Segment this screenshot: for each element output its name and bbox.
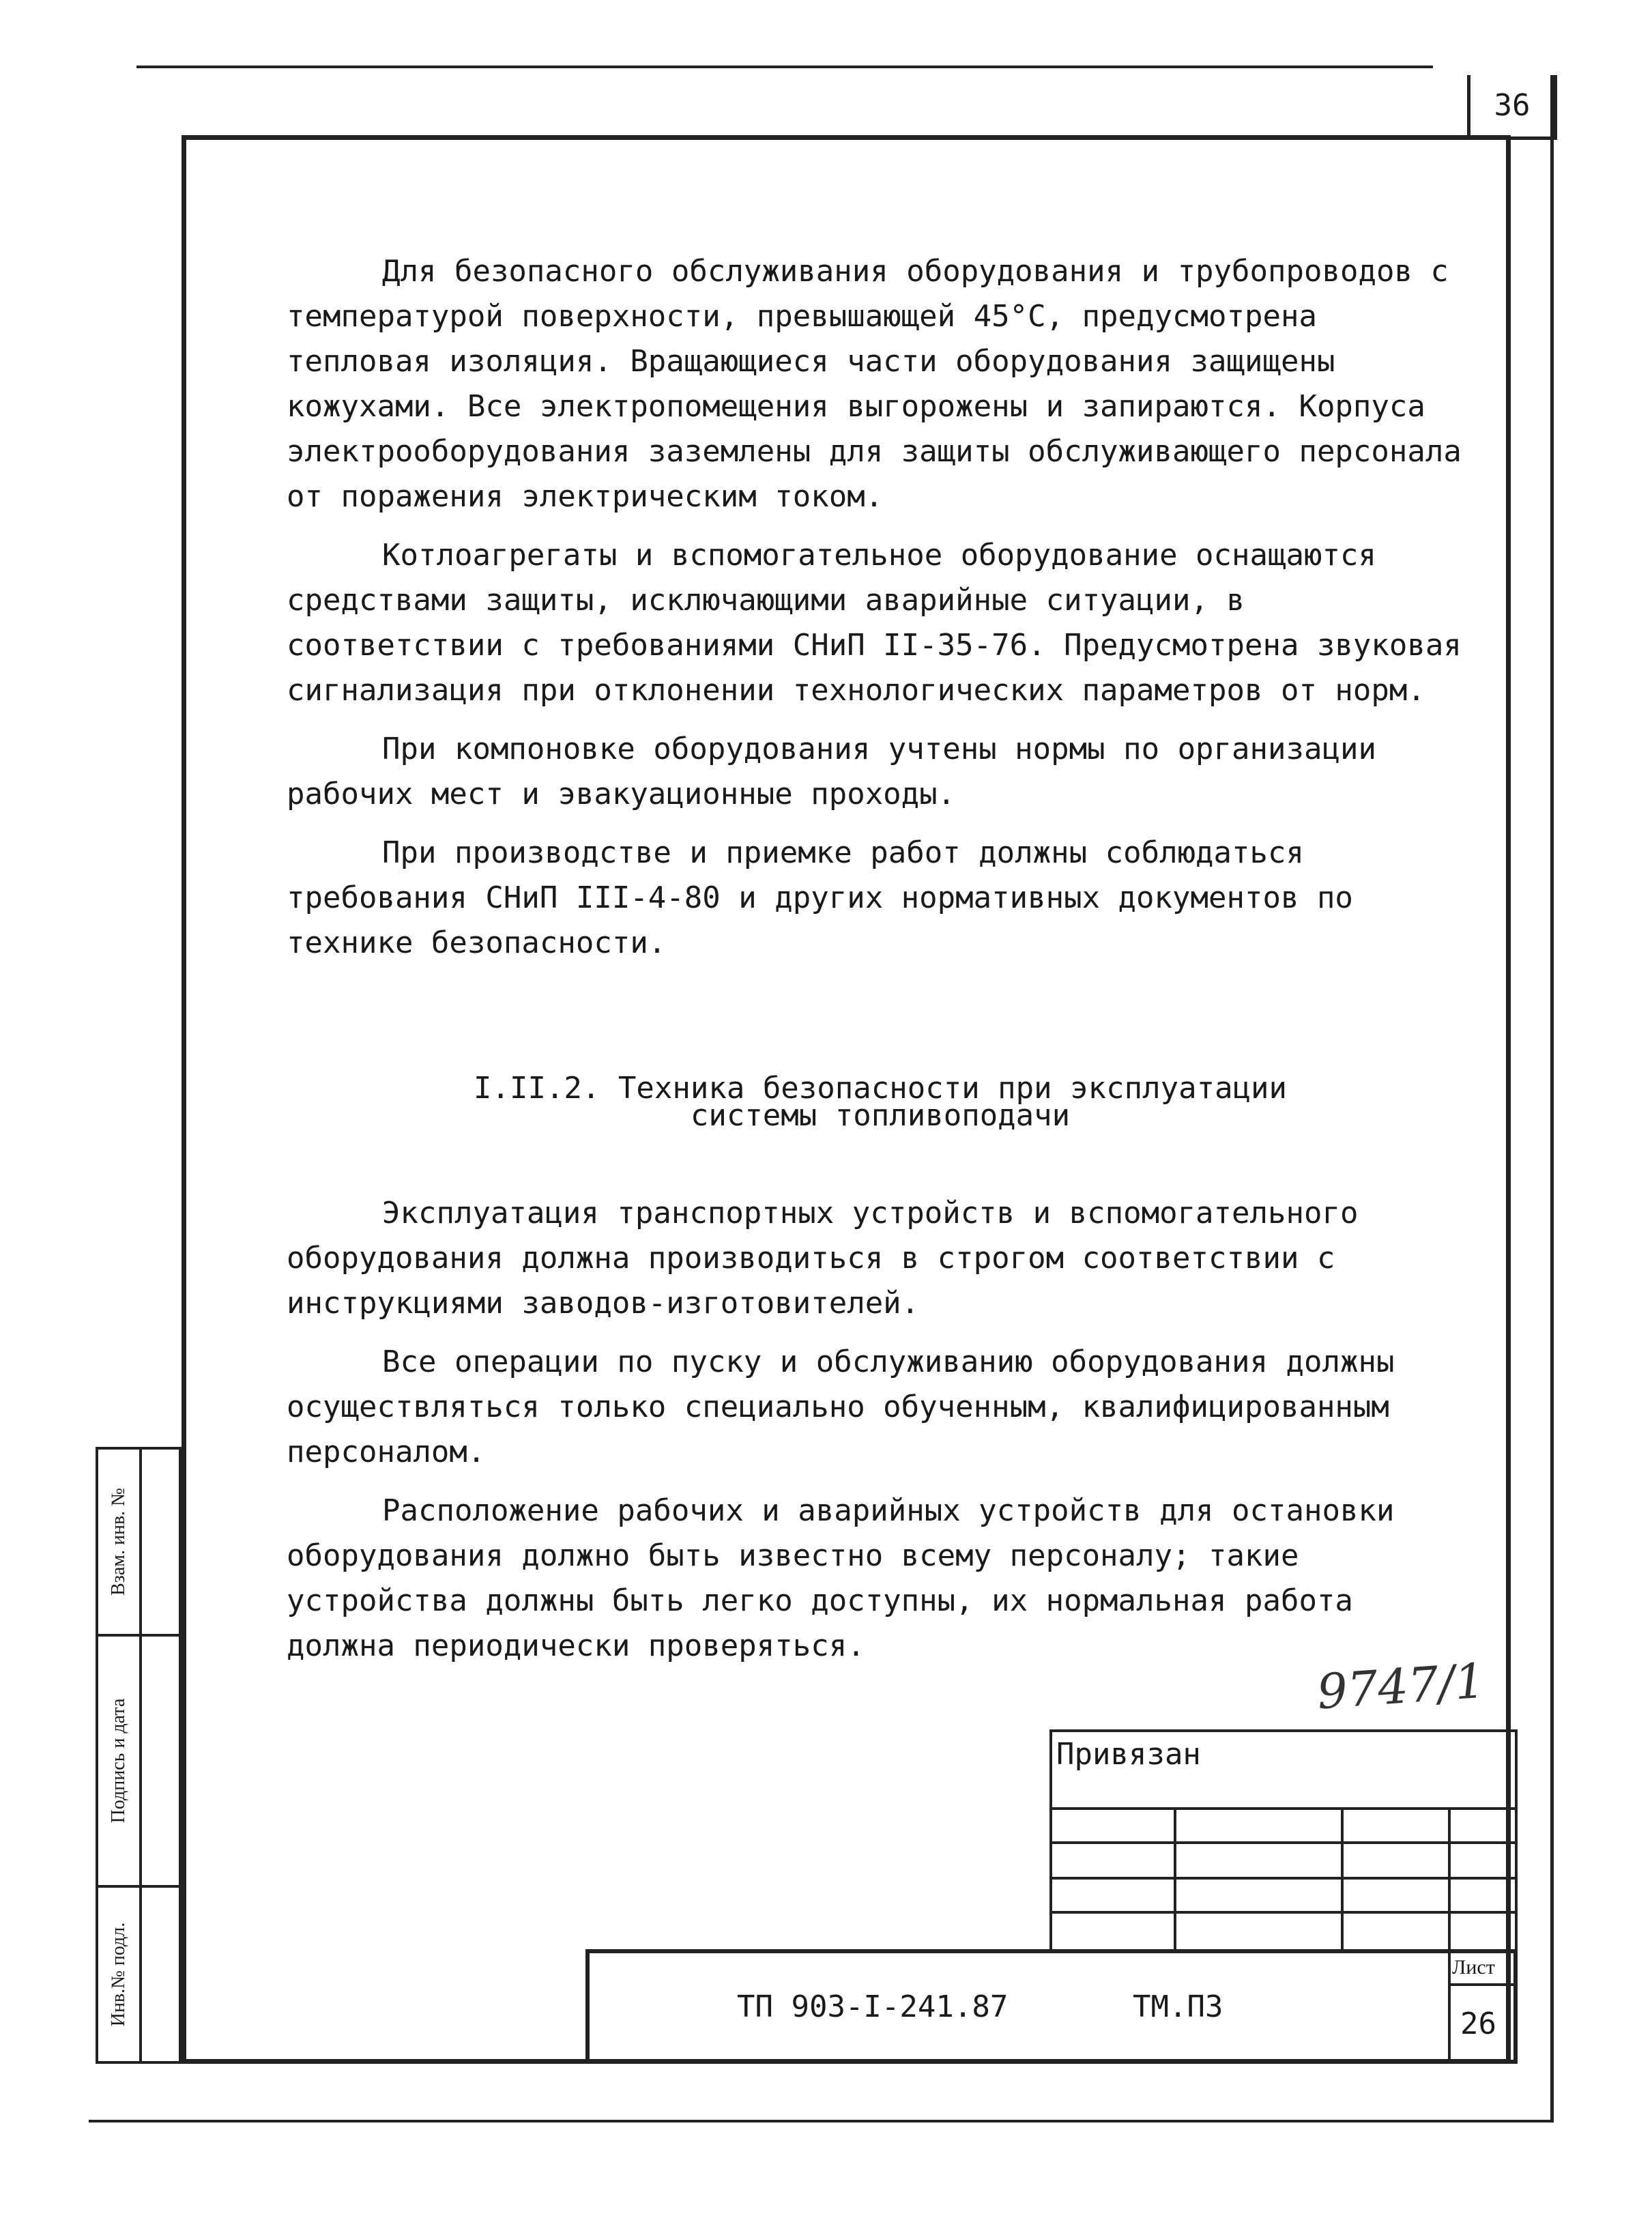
- bottom-rule: [89, 2120, 1554, 2123]
- section-heading-line2: системы топливоподачи: [690, 1098, 1071, 1133]
- sidebar-label-vzam-inv: Взам. инв. №: [108, 1488, 129, 1596]
- paragraph: Котлоагрегаты и вспомогательное оборудование оснащаются средствами защиты, исключающими аварийные ситуации, в соответствии с требованиями СНиП II-35-76. Предусмотрена звуковая сигнализация при отклонении технологических параметров от норм.: [287, 538, 1462, 708]
- body-text-block-1: [287, 249, 1474, 979]
- title-block-rule: [1448, 1949, 1451, 2064]
- stamp-sidebar: [96, 1447, 182, 2064]
- privyazan-label: Привязан: [1056, 1737, 1201, 1772]
- paragraph: Эксплуатация транспортных устройств и вспомогательного оборудования должна производиться в строгом соответствии с инструкциями заводов-изготовителей.: [287, 1196, 1359, 1321]
- paragraph: Расположение рабочих и аварийных устройств для остановки оборудования должно быть известно всему персоналу; такие устройства должны быть легко доступны, их нормальная работа должна периодически проверяться.: [287, 1493, 1395, 1663]
- table-rule: [1448, 1807, 1451, 1952]
- table-rule: [1341, 1807, 1344, 1952]
- section-heading: [287, 1071, 1474, 1133]
- paragraph: При компоновке оборудования учтены нормы по организации рабочих мест и эвакуационные проходы.: [287, 732, 1376, 811]
- table-rule: [1174, 1807, 1176, 1952]
- top-rule: [136, 66, 1433, 68]
- sidebar-label-podpis-data: Подпись и дата: [108, 1698, 129, 1824]
- doc-code: ТП 903-I-241.87: [737, 1989, 1009, 2024]
- handwritten-number: 9747/1: [1315, 1652, 1487, 1721]
- right-rule: [1550, 75, 1554, 2123]
- body-text-block-2: [287, 1191, 1474, 1682]
- sidebar-cell-vzam: [98, 1450, 142, 1634]
- sidebar-label-inv-podl: Инв.№ подл.: [108, 1922, 129, 2027]
- sidebar-cell-inv-podl: [98, 1888, 142, 2061]
- sidebar-cell-podpis: [98, 1637, 142, 1885]
- paragraph: Все операции по пуску и обслуживанию оборудования должны осуществляться только специально обученным, квалифицированным персоналом.: [287, 1344, 1395, 1469]
- list-number: 26: [1460, 2006, 1496, 2041]
- doc-mark: ТМ.ПЗ: [1133, 1989, 1223, 2024]
- list-label: Лист: [1452, 1956, 1495, 1978]
- paragraph: Для безопасного обслуживания оборудования и трубопроводов с температурой поверхности, превышающей 45°С, предусмотрена тепловая изоляция. Вращающиеся части оборудования защищены кожухами. Все электропомещения выгорожены и запираются. Корпуса электрооборудования заземлены для защиты обслуживающего персонала от поражения электрическим током.: [287, 254, 1462, 514]
- page-number: 36: [1467, 75, 1557, 140]
- paragraph: При производстве и приемке работ должны соблюдаться требования СНиП III-4-80 и других нормативных документов по технике безопасности.: [287, 835, 1353, 960]
- section-heading-line1: I.II.2. Техника безопасности при эксплуатации: [473, 1071, 1288, 1106]
- title-block-rule: [1448, 1983, 1518, 1986]
- title-block: [585, 1949, 1518, 2064]
